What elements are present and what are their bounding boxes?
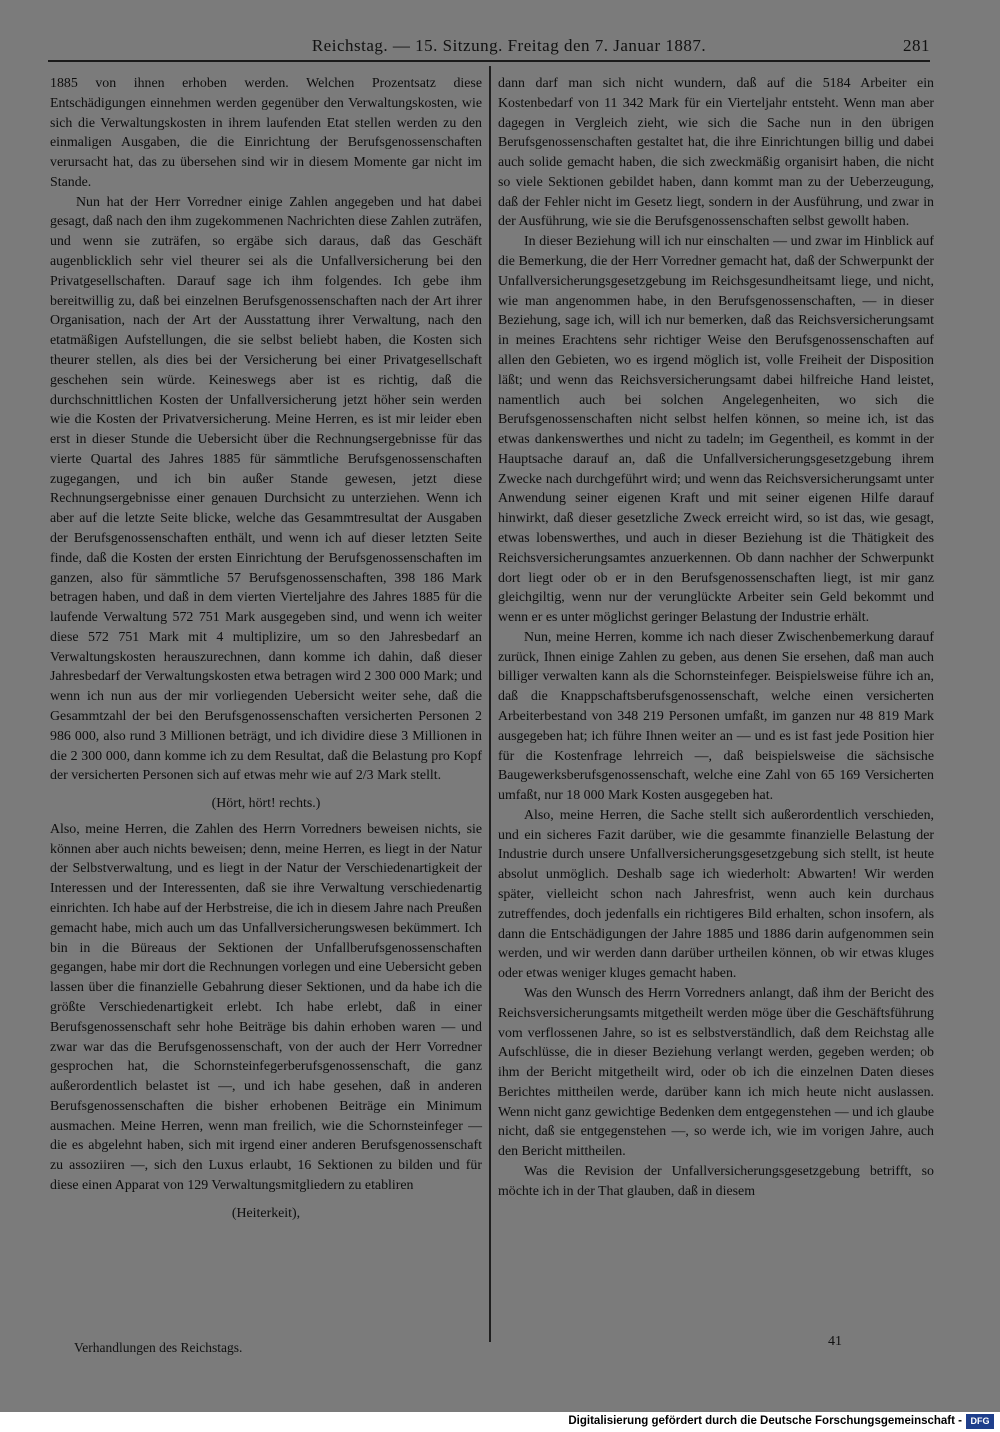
interjection: (Hört, hört! rechts.): [211, 796, 321, 812]
paragraph: dann darf man sich nicht wundern, daß auf die 5184 Arbeiter ein Kostenbedarf von 11 342 Mark für ein Vierteljahr entsteht. Wenn man aber dagegen in Vergleich zieht, wie sich die Sache nun in den übrigen Berufsgenossenschaften gestaltet hat, die ihre Einrichtungen billig und dabei auch solide gemacht haben, die sich zweckmäßig organisirt haben, die nicht so viele Sektionen gebildet haben, dann kommt man zu der Ueberzeugung, daß der Fehler nicht im Gesetz liegt, sondern in der Ausführung, und zwar in der Ausführung, wie sie die Berufsgenossenschaften selbst gewollt haben.: [498, 76, 934, 230]
interjection: (Heiterkeit),: [231, 1205, 301, 1221]
page-number: 281: [903, 36, 930, 55]
paragraph: Was die Revision der Unfallversicherungsgesetzgebung betrifft, so möchte ich in der That glauben, daß in diesem: [498, 1163, 934, 1199]
credit-text: Digitalisierung gefördert durch die Deutsche Forschungsgemeinschaft -: [568, 1415, 962, 1427]
paragraph: Also, meine Herren, die Sache stellt sich außerordentlich verschieden, und ein sicheres Fazit darüber, wie die gesammte finanzielle Belastung der Industrie durch unsere Unfallversicherungsgesetzgebung sich stellt, ist heute absolut unmöglich. Deshalb sage ich wiederholt: Abwarten! Wir werden später, vielleicht schon nach Jahresfrist, wenn auch kein durchaus zutreffendes, doch jedenfalls ein richtigeres Bild erhalten, schon insofern, als dann die Entschädigungen der Jahre 1885 und 1886 darin aufgenommen sein werden, und wir werden dann darüber urtheilen können, ob wir etwas kluges oder etwas weniger kluges gemacht haben.: [498, 807, 934, 982]
signature-mark: 41: [828, 1334, 842, 1349]
dfg-logo: DFG: [966, 1414, 994, 1429]
running-head: [48, 32, 930, 58]
paragraph: Nun hat der Herr Vorredner einige Zahlen angegeben und hat dabei gesagt, daß nach den ihm zugekommenen Nachrichten diese Zahlen zuträfen, und wenn sie zuträfen, so ergäbe sich daraus, daß das Geschäft augenblicklich sehr viel theurer sei als die Unfallversicherung bei den Privatgesellschaften. Darauf sage ich ihm folgendes. Ich gebe ihm bereitwillig zu, daß bei einzelnen Berufsgenossenschaften nach der Art ihrer Organisation, nach der Art der Ausstattung ihrer Verwaltung, nach den etatmäßigen Aufstellungen, die sie selbst beliebt haben, die Kosten sich theurer stellen, als dies bei der Versicherung bei einer Privatgesellschaft geschehen sein würde. Keineswegs aber ist es richtig, daß die durchschnittlichen Kosten der Unfallversicherung jetzt höher sein werden wie die Kosten der Privatversicherung. Meine Herren, es ist mir leider eben erst in dieser Stunde die Uebersicht über die Rechnungsergebnisse für das vierte Quartal des Jahres 1885 für sämmtliche Berufsgenossenschaften zugegangen, und ich bin außer Stande gewesen, jetzt diese Rechnungsergebnisse einer genauen Durchsicht zu unterziehen. Wenn ich aber auf die letzte Seite blicke, welche das Gesammtresultat der Ausgaben der Berufsgenossenschaften enthält, und wenn ich auf dieser letzten Seite finde, daß die Kosten der ersten Einrichtung der Berufsgenossenschaften im ganzen, also für sämmtliche 57 Berufsgenossenschaften, 398 186 Mark betragen haben, und daß in dem vierten Vierteljahre des Jahres 1885 für die laufende Verwaltung 572 751 Mark ausgegeben sind, und wenn ich weiter diese 572 751 Mark mit 4 multiplizire, um so den Jahresbedarf an Verwaltungskosten herauszurechnen, dann komme ich dahin, daß dieser Jahresbedarf der Verwaltungskosten etwa betragen wird 2 300 000 Mark; und wenn ich nun aus der mir vorliegenden Uebersicht weiter sehe, daß die Gesammtzahl der bei den Berufsgenossenschaften versicherten Personen 2 986 000, also rund 3 Millionen beträgt, und ich dividire diese 3 Millionen in die 2 300 000, dann komme ich zu dem Resultat, daß die Belastung pro Kopf der versicherten Personen sich auf etwas mehr wie auf 2/3 Mark stellt.: [50, 194, 482, 784]
right-column: [498, 74, 934, 1202]
paragraph: 1885 von ihnen erhoben werden. Welchen Prozentsatz diese Entschädigungen einnehmen werden gegenüber den Verwaltungskosten, wie sich die Verwaltungskosten in ihrem laufenden Etat stellen werden zu den einmaligen Ausgaben, die die Einrichtung der Berufsgenossenschaften verursacht hat, das zu übersehen sind wir in diesem Momente gar nicht im Stande.: [50, 76, 482, 190]
header-rule: [48, 60, 930, 62]
paragraph: In dieser Beziehung will ich nur einschalten — und zwar im Hinblick auf die Bemerkung, die der Herr Vorredner gemacht hat, daß der Schwerpunkt der Unfallversicherungsgesetzgebung im Reichsgesundheitsamt liege, und nicht, wie man angenommen habe, in den Berufsgenossenschaften, — in dieser Beziehung, sage ich, will ich nur bemerken, daß das Reichsversicherungsamt in meines Erachtens sehr richtiger Weise den Berufsgenossenschaften auf allen den Gebieten, wo es irgend möglich ist, volle Freiheit der Disposition läßt; und wenn das Reichsversicherungsamt dabei hilfreiche Hand leistet, namentlich auch bei solchen Angelegenheiten, wo sich die Berufsgenossenschaften nicht selbst helfen können, so meine ich, ist das etwas dankenswerthes und nicht zu tadeln; im Gegentheil, es kommt in der Hauptsache darauf an, daß die Unfallversicherungsgesetzgebung ihrem Zwecke nach durchgeführt wird; und wenn das Reichsversicherungsamt unter Anwendung seiner eigenen Kraft und mit seiner eigenen Hilfe darauf hinwirkt, daß dieser gesetzliche Zweck erreicht wird, so ist das, wie gesagt, etwas lobenswerthes, und auch in dieser Beziehung ist die Thätigkeit des Reichsversicherungsamtes anzuerkennen. Ob dann nachher der Schwerpunkt dort liegt oder ob er in den Berufsgenossenschaften liegt, ist mir ganz gleichgiltig, wenn nur der verunglückte Arbeiter sein Geld bekommt und wenn er es unter möglichst geringer Belastung der Industrie erhält.: [498, 234, 934, 626]
left-column: [50, 74, 482, 1230]
paragraph: Nun, meine Herren, komme ich nach dieser Zwischenbemerkung darauf zurück, Ihnen einige Zahlen zu geben, aus denen Sie ersehen, daß man auch billiger verwalten kann als die Schornsteinfeger. Beispielsweise führe ich an, daß die Knappschaftsberufsgenossenschaft, welche einen versicherten Arbeiterbestand von 348 219 Personen umfaßt, im ganzen nur 48 819 Mark ausgegeben hat; ich führe Ihnen weiter an — und es ist fast jede Position hier für die Kostenfrage lehrreich —, daß beispielsweise die sächsische Baugewerksberufsgenossenschaft, welche eine Zahl von 65 169 Versicherten umfaßt, nur 18 000 Mark Kosten ausgegeben hat.: [498, 629, 934, 804]
column-divider: [489, 66, 491, 1342]
paragraph: Also, meine Herren, die Zahlen des Herrn Vorredners beweisen nichts, sie können aber auch nichts beweisen; denn, meine Herren, es liegt in der Natur der Selbstverwaltung, und es liegt in der Natur der Verschiedenartigkeit der Interessen und der Interessenten, daß sie ihre Verwaltung verschiedenartig einrichten. Ich habe auf der Herbstreise, die ich in diesem Jahre nach Preußen gemacht habe, mich auch um das Unfallversicherungswesen bekümmert. Ich bin in die Büreaus der Sektionen der Unfallberufsgenossenschaften gegangen, habe mir dort die Rechnungen vorlegen und eine Uebersicht geben lassen über die finanzielle Gebahrung dieser Sektionen, und da habe ich die größte Verschiedenartigkeit erlebt. Ich habe erlebt, daß in einer Berufsgenossenschaft sehr hohe Beiträge bis dahin erhoben waren — und zwar war das die Berufsgenossenschaft, von der auch der Herr Vorredner gesprochen hat, die Schornsteinfegerberufsgenossenschaft, die ganz außerordentlich belastet ist —, und ich habe gesehen, daß in anderen Berufsgenossenschaften die bisher erhobenen Beiträge ein Minimum ausmachen. Meine Herren, wenn man freilich, wie die Schornsteinfeger — die es abgelehnt haben, sich mit irgend einer anderen Berufsgenossenschaft zu assoziiren —, sich den Luxus erlaubt, 16 Sektionen zu bilden und für diese einen Apparat von 129 Verwaltungsmitgliedern zu etabliren: [50, 821, 482, 1193]
running-title: Reichstag. — 15. Sitzung. Freitag den 7. Januar 1887.: [311, 36, 707, 55]
paragraph: Was den Wunsch des Herrn Vorredners anlangt, daß ihm der Bericht des Reichsversicherungsamts mitgetheilt werden möge über die Geschäftsführung vom verflossenen Jahre, so ist es selbstverständlich, daß dem Reichstag alle Aufschlüsse, die in dieser Beziehung verlangt werden, gegeben werden; ob ihm der Bericht mitgetheilt wird, oder ob ich die einzelnen Daten dieses Berichtes mittheilen werde, darüber kann ich mich heute nicht auslassen. Wenn nicht ganz gewichtige Bedenken dem entgegenstehen — und ich glaube nicht, daß sie entgegenstehen —, so werde ich, wie im vorigen Jahre, auch den Bericht mittheilen.: [498, 985, 934, 1160]
footer-publication: Verhandlungen des Reichstags.: [74, 1340, 243, 1355]
